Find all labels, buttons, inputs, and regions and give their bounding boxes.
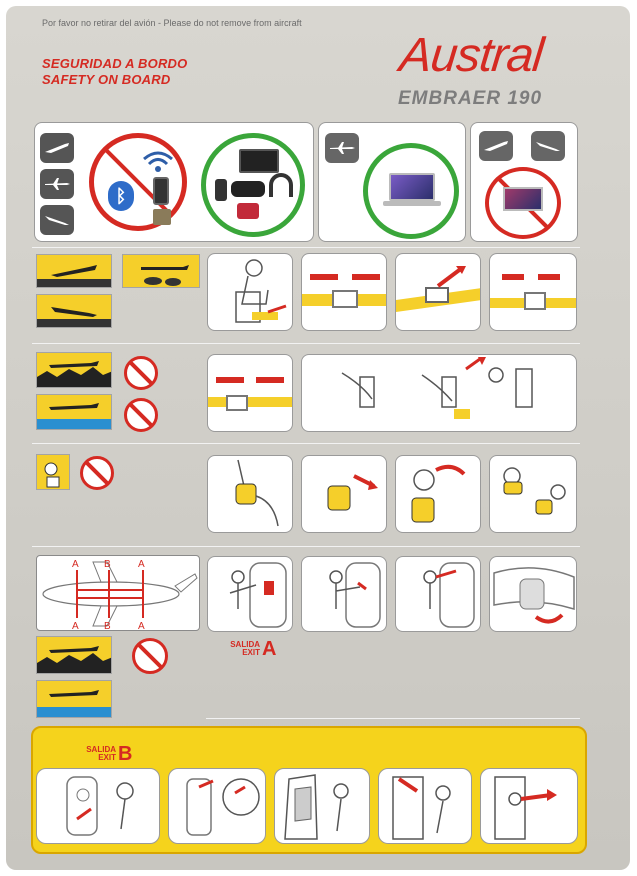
exit-plan-diagram xyxy=(36,555,200,631)
exit-a-step-1 xyxy=(207,556,293,632)
oxygen-mask-step-3 xyxy=(395,455,481,533)
oxygen-mask-step-1 xyxy=(207,455,293,533)
title-english: SAFETY ON BOARD xyxy=(42,72,171,87)
laptop-allowed-panel xyxy=(318,122,466,242)
land-evacuation-tile xyxy=(36,636,112,674)
prohibited-devices-icon xyxy=(89,133,187,231)
airplane-landing-icon xyxy=(40,205,74,235)
exit-a-label-es: SALIDA xyxy=(230,640,260,649)
exit-b-label-en: EXIT xyxy=(98,753,116,762)
exit-b-step-3 xyxy=(274,768,370,844)
exit-a-step-3 xyxy=(395,556,481,632)
exit-a-label-en: EXIT xyxy=(242,648,260,657)
exit-b-step-4 xyxy=(378,768,472,844)
seatbelt-strap xyxy=(208,397,293,407)
water-evacuation-tile xyxy=(36,680,112,718)
exit-b-step-1 xyxy=(36,768,160,844)
mobile-icon xyxy=(215,179,227,201)
airline-logo: Austral xyxy=(397,29,546,82)
plan-label-b-bottom: B xyxy=(104,621,111,631)
plan-label-b-top: B xyxy=(104,559,111,570)
brace-position-panel xyxy=(301,354,577,432)
aircraft-model: EMBRAER 190 xyxy=(398,88,543,109)
laptop-base xyxy=(383,201,441,206)
section-divider xyxy=(32,546,580,547)
exit-a-label xyxy=(210,641,260,657)
devices-panel xyxy=(34,122,314,242)
no-high-heels-icon xyxy=(132,638,168,674)
do-not-remove-note: Por favor no retirar del avión - Please do not remove from aircraft xyxy=(42,18,302,28)
game-console-icon xyxy=(231,181,265,197)
exit-b-letter: B xyxy=(118,743,133,765)
landing-tile xyxy=(36,294,112,328)
airplane-takeoff-icon xyxy=(479,131,513,161)
exit-a-step-2 xyxy=(301,556,387,632)
seatbelt-buckle xyxy=(332,290,358,308)
exit-b-label xyxy=(64,746,116,762)
exit-b-step-2 xyxy=(168,768,266,844)
laptop-icon xyxy=(503,187,543,211)
oxygen-mask-step-2 xyxy=(301,455,387,533)
turbulence-tile xyxy=(122,254,200,288)
oxygen-mask-step-4 xyxy=(489,455,577,533)
wifi-icon xyxy=(141,149,175,173)
laptop-icon xyxy=(389,173,435,201)
arrow-right xyxy=(310,274,338,280)
section-divider xyxy=(32,443,580,444)
plan-label-a-bottom-left: A xyxy=(72,621,79,631)
exit-a-letter: A xyxy=(262,638,277,660)
land-evacuation-tile xyxy=(36,352,112,388)
router-icon xyxy=(153,209,171,225)
no-high-heels-icon xyxy=(124,356,158,390)
phone-icon xyxy=(153,177,169,205)
exit-b-label-es: SALIDA xyxy=(86,745,116,754)
bluetooth-icon: ᛒ xyxy=(108,181,134,211)
section-divider xyxy=(32,247,580,248)
arrow-right xyxy=(216,377,244,383)
laptop-prohibited-panel xyxy=(470,122,578,242)
water-evacuation-tile xyxy=(36,394,112,430)
arrow-right xyxy=(538,274,560,280)
oxygen-mask-tile xyxy=(36,454,70,490)
plan-label-a-top-right: A xyxy=(138,559,145,570)
seatbelt-buckle xyxy=(524,292,546,310)
airplane-takeoff-icon xyxy=(40,133,74,163)
brace-seatbelt-panel xyxy=(207,354,293,432)
arrow-left xyxy=(352,274,380,280)
release-seatbelt-step xyxy=(489,253,577,331)
ground-takeoff-tile xyxy=(36,254,112,288)
exit-b-step-5 xyxy=(480,768,578,844)
section-divider xyxy=(206,718,580,719)
arrow-left xyxy=(502,274,524,280)
exit-a-step-4 xyxy=(489,556,577,632)
arrow-left xyxy=(256,377,284,383)
no-smoking-icon xyxy=(80,456,114,490)
fasten-seatbelt-step-3 xyxy=(395,253,481,331)
no-smoking-icon xyxy=(124,398,158,432)
section-divider xyxy=(32,343,580,344)
fasten-seatbelt-step-1 xyxy=(207,253,293,331)
airplane-cruise-icon xyxy=(325,133,359,163)
tablet-icon xyxy=(239,149,279,173)
camera-icon xyxy=(237,203,259,219)
fasten-seatbelt-step-2 xyxy=(301,253,387,331)
airplane-cruise-icon xyxy=(40,169,74,199)
seatbelt-buckle xyxy=(226,395,248,411)
title-spanish: SEGURIDAD A BORDO xyxy=(42,56,188,71)
plan-label-a-bottom-right: A xyxy=(138,621,145,631)
plan-label-a-top-left: A xyxy=(72,559,79,570)
airplane-landing-icon xyxy=(531,131,565,161)
headphones-icon xyxy=(269,173,293,197)
